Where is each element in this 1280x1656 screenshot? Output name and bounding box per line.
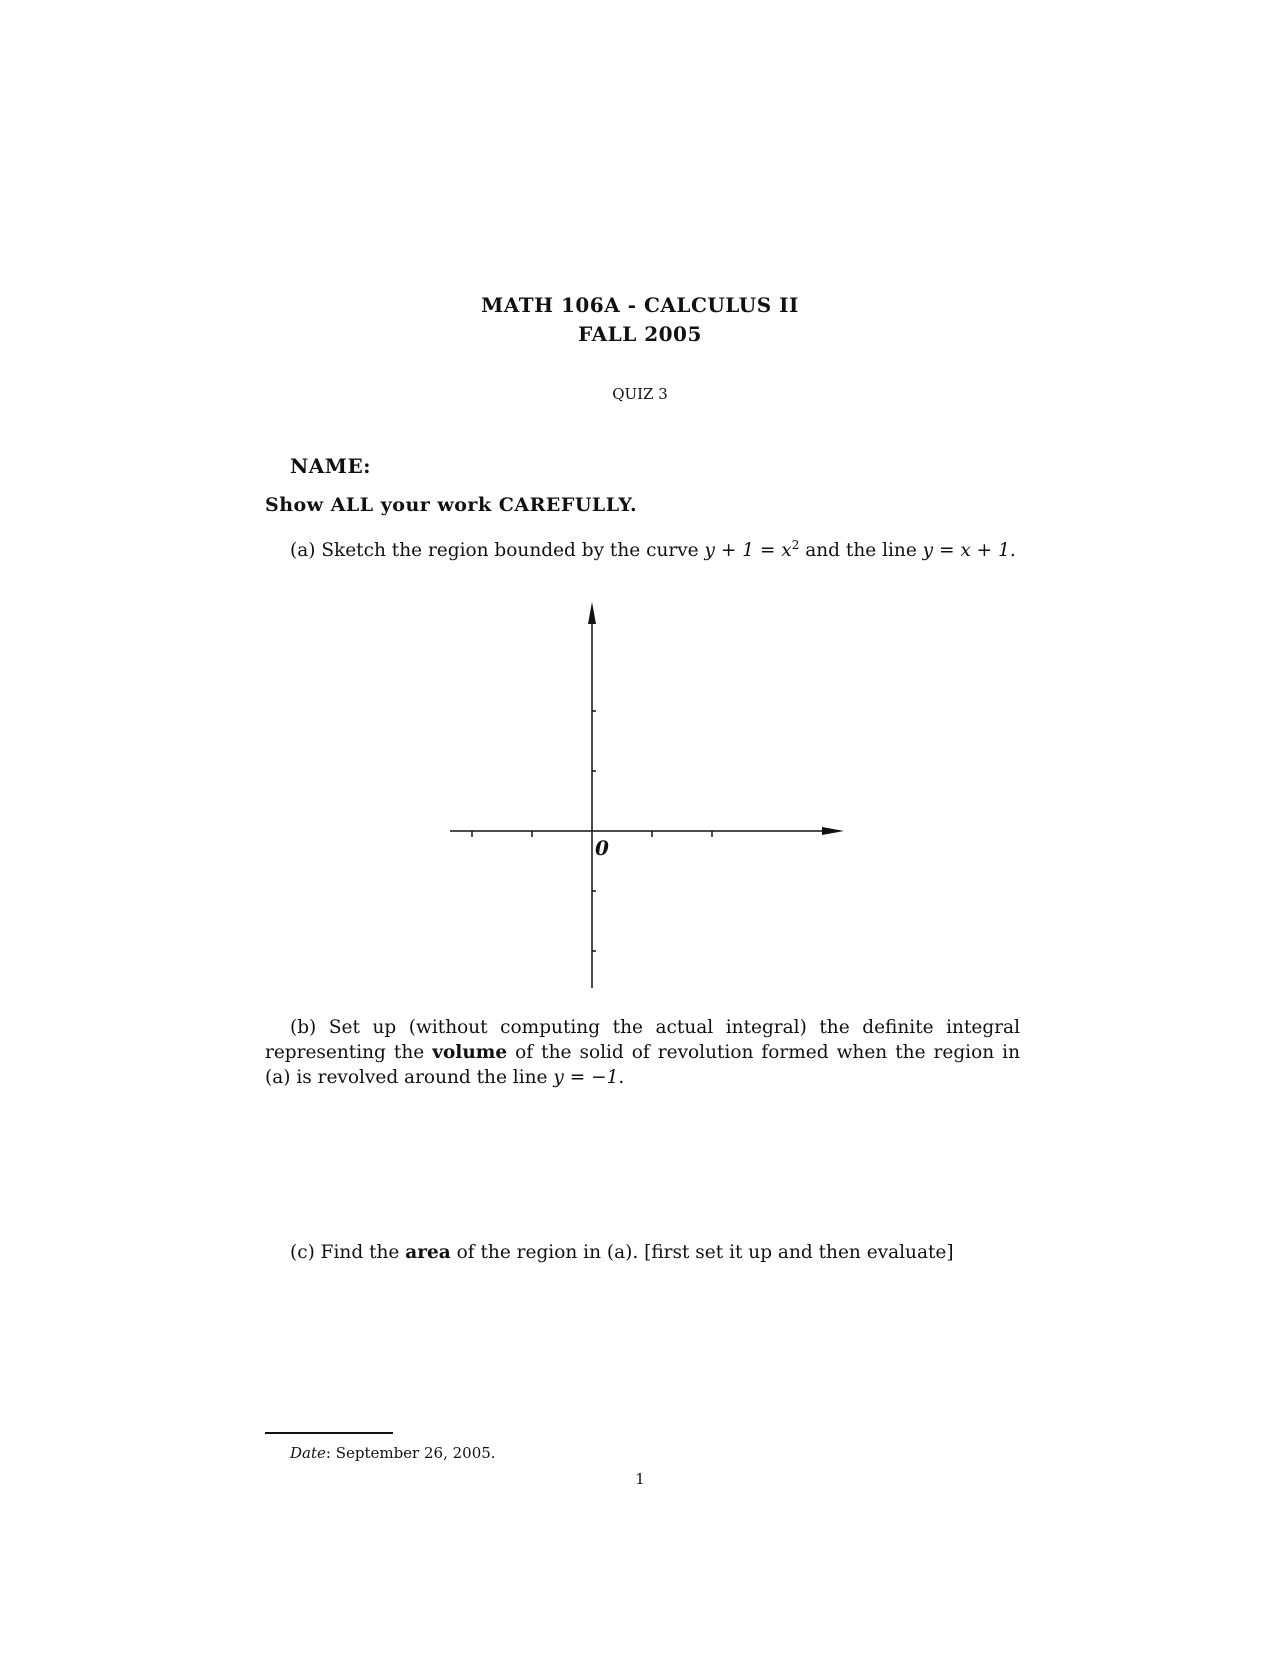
- part-a-prefix: (a) Sketch the region bounded by the curve: [290, 540, 705, 562]
- part-a-curve-exponent: 2: [791, 538, 800, 552]
- origin-label: 0: [595, 836, 609, 860]
- part-b-prefix: (b) Set up (without computing the actual integral) the definite integral representing the: [265, 1017, 1020, 1063]
- axes-graph: [430, 600, 850, 1000]
- part-b-question: [265, 1015, 1020, 1090]
- x-axis-arrow: [822, 827, 844, 835]
- footnote-rule: [265, 1432, 393, 1434]
- footnote-label: Date: [290, 1444, 326, 1462]
- quiz-number: QUIZ 3: [612, 385, 668, 403]
- course-title: MATH 106A - CALCULUS II: [481, 293, 799, 317]
- part-b-suffix: .: [618, 1067, 625, 1088]
- part-a-mid: and the line: [799, 540, 923, 562]
- instructions: Show ALL your work CAREFULLY.: [265, 494, 638, 516]
- part-c-prefix: (c) Find the: [290, 1242, 406, 1263]
- part-a-line: y = x + 1: [922, 540, 1010, 562]
- term: FALL 2005: [578, 322, 702, 346]
- part-b-mid: of the solid of revolution formed when the region in (a) is revolved around the line: [265, 1042, 1020, 1088]
- part-c-question: [290, 1240, 1030, 1265]
- part-c-suffix: of the region in (a). [first set it up and then evaluate]: [450, 1242, 954, 1263]
- part-b-line: y = −1: [553, 1067, 619, 1088]
- y-axis-arrow: [588, 602, 596, 624]
- part-a-question: [290, 533, 1050, 563]
- page-number: 1: [635, 1470, 645, 1488]
- footnote: [290, 1444, 496, 1462]
- name-label: NAME:: [290, 454, 372, 478]
- part-c-area: area: [405, 1242, 451, 1263]
- part-a-suffix: .: [1009, 540, 1016, 562]
- part-b-volume: volume: [432, 1042, 508, 1063]
- footnote-text: : September 26, 2005.: [325, 1444, 496, 1462]
- part-a-curve: y + 1 = x: [704, 540, 792, 562]
